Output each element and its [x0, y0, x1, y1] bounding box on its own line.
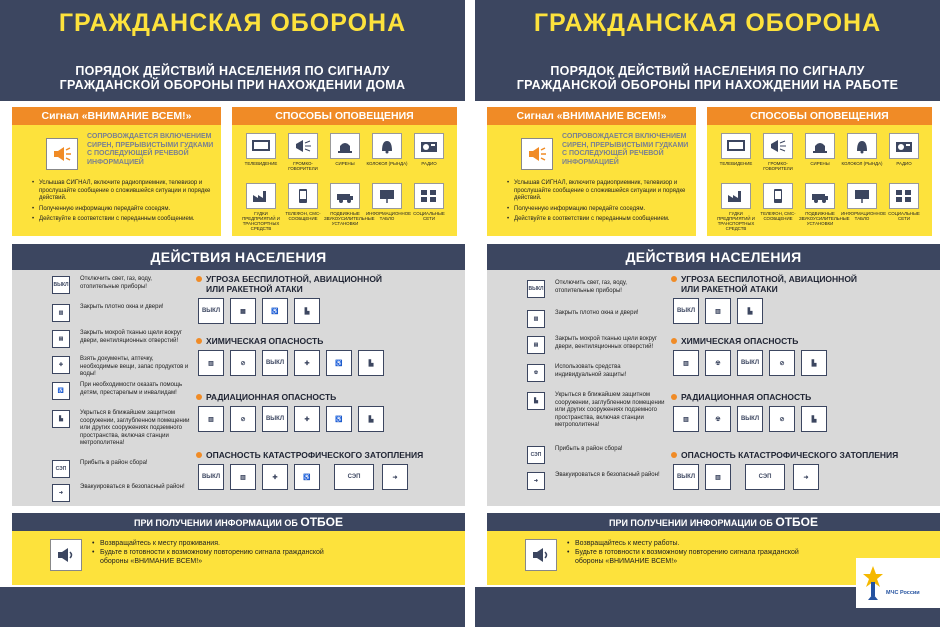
switch-off-icon: ВЫКЛ: [198, 464, 224, 490]
switch-off-icon: ВЫКЛ: [673, 298, 699, 324]
poster-title: ГРАЖДАНСКАЯ ОБОРОНА: [533, 9, 882, 37]
window-icon: ▥: [673, 406, 699, 432]
method-radio: РАДИО: [883, 133, 925, 166]
subtitle-line-2: ГРАЖДАНСКОЙ ОБОРОНЫ ПРИ НАХОЖДЕНИИ ДОМА: [59, 78, 406, 92]
shelter-icon: ▙: [801, 350, 827, 376]
first-aid-icon: ✚: [294, 350, 320, 376]
shelter-icon: ▙: [358, 350, 384, 376]
mchs-logo-text: МЧС России: [886, 590, 920, 596]
switch-off-icon: ВЫКЛ: [262, 406, 288, 432]
info-board-icon: [847, 183, 877, 209]
method-social: СОЦИАЛЬНЫЕ СЕТИ: [883, 183, 925, 221]
signal-instructions: [507, 180, 692, 227]
threat-title: УГРОЗА БЕСПИЛОТНОЙ, АВИАЦИОННОЙ ИЛИ РАКЕТНОЙ АТАКИ: [671, 274, 940, 294]
threat-air-attack: [671, 274, 940, 326]
help-people-icon: ♿: [326, 350, 352, 376]
threat-icons: [196, 298, 466, 326]
switch-off-icon: ВЫКЛ: [527, 280, 545, 298]
radio-icon: [889, 133, 919, 159]
method-social: СОЦИАЛЬНЫЕ СЕТИ: [408, 183, 450, 221]
evacuation-icon: ➜: [382, 464, 408, 490]
gas-mask-icon: ☢: [527, 364, 545, 382]
signal-item: • Полученную информацию передайте соседям.: [507, 206, 692, 214]
first-aid-icon: ✚: [294, 406, 320, 432]
shelter-icon: ▙: [52, 410, 70, 428]
siren-icon: [330, 133, 360, 159]
poster-subtitle: [20, 64, 445, 92]
method-phone: ТЕЛЕФОН, СМС-СООБЩЕНИЕ: [282, 183, 324, 221]
bell-icon: [372, 133, 402, 159]
method-loudspeaker: ГРОМКО-ГОВОРИТЕЛИ: [757, 133, 799, 171]
notification-methods: [232, 107, 457, 236]
shelter-icon: ▙: [358, 406, 384, 432]
assembly-point-icon: СЭП: [745, 464, 785, 490]
mchs-emblem-icon: [862, 564, 884, 602]
threat-title: РАДИАЦИОННАЯ ОПАСНОСТЬ: [671, 392, 940, 402]
all-clear-section: [12, 513, 465, 585]
threat-icons: [196, 350, 466, 378]
loudspeaker-icon: [525, 539, 557, 571]
loudspeaker-icon: [46, 138, 78, 170]
subtitle-line-1: ПОРЯДОК ДЕЙСТВИЙ НАСЕЛЕНИЯ ПО СИГНАЛУ: [75, 64, 390, 78]
info-board-icon: [372, 183, 402, 209]
assembly-point-icon: СЭП: [527, 446, 545, 464]
siren-icon: [805, 133, 835, 159]
loudspeaker-icon: [763, 133, 793, 159]
method-bell: КОЛОКОЛ (РЫНДА): [366, 133, 408, 166]
documents-icon: ▦: [230, 298, 256, 324]
method-factory: ГУДКИ ПРЕДПРИЯТИЙ И ТРАНСПОРТНЫХ СРЕДСТВ: [240, 183, 282, 231]
method-tv: ТЕЛЕВИДЕНИЕ: [715, 133, 757, 166]
tv-icon: [721, 133, 751, 159]
switch-off-icon: ВЫКЛ: [262, 350, 288, 376]
window-icon: ▥: [527, 310, 545, 328]
threat-radiation: [671, 392, 940, 434]
window-icon: ▥: [673, 350, 699, 376]
method-board: ИНФОРМАЦИОННОЕ ТАБЛО: [841, 183, 883, 221]
threat-icons: [671, 406, 940, 434]
signal-item: • Услышав СИГНАЛ, включите радиоприемник, телевизор и прослушайте сообщение о сложившейся ситуации и порядке действий.: [507, 180, 692, 203]
door-seal-icon: ▤: [527, 336, 545, 354]
all-clear-item: • Возвращайтесь к месту работы.: [567, 539, 807, 548]
all-clear-title: ПРИ ПОЛУЧЕНИИ ИНФОРМАЦИИ ОБ ОТБОЕ: [12, 513, 465, 531]
window-icon: ▥: [230, 464, 256, 490]
method-loudspeaker: ГРОМКО-ГОВОРИТЕЛИ: [282, 133, 324, 171]
panel-gap: [465, 0, 475, 627]
signal-item: • Полученную информацию передайте соседям.: [32, 206, 217, 214]
switch-off-icon: ВЫКЛ: [737, 406, 763, 432]
all-clear-item: • Будьте в готовности к возможному повторению сигнала гражданской обороны «ВНИМАНИЕ ВСЕМ!»: [92, 548, 332, 566]
all-clear-title: ПРИ ПОЛУЧЕНИИ ИНФОРМАЦИИ ОБ ОТБОЕ: [487, 513, 940, 531]
method-factory: ГУДКИ ПРЕДПРИЯТИЙ И ТРАНСПОРТНЫХ СРЕДСТВ: [715, 183, 757, 231]
loudspeaker-icon: [288, 133, 318, 159]
actions-section: ДЕЙСТВИЯ НАСЕЛЕНИЯ ВЫКЛ Отключить свет, газ, воду, отопительные приборы! ▥ Закрыть плотно окна и двери! ▤ Закрыть мокрой тканью щели вокруг двери, вентиляционных отверстий! ✚ Взять документы, аптечку, необходимые вещи, запас продуктов и воды! ♿ При необходимости оказать помощь детям, престарелым и инвалидам! ▙ Укрыться в ближайшем защитном сооружении, заглубленном помещении или других сооружениях подземного пространства, включая станции метрополитена! СЭП Прибыть в район сбора! ➜ Эвакуироваться в безопасный район! УГРОЗА БЕСПИЛОТНОЙ, АВИАЦИОННОЙ ИЛИ РАКЕТНОЙ АТАКИ ВЫКЛ ▦ ♿ ▙ ХИМИЧЕСКАЯ ОПАСНОСТЬ ▥ ⊘ ВЫКЛ ✚ ♿ ▙ РАДИАЦИОННАЯ ОПАСНОСТЬ ▥ ⊘ ВЫКЛ ✚ ♿ ▙ ОПАСНОСТЬ КАТАСТРОФИЧЕСКОГО ЗАТОПЛЕНИЯ ВЫКЛ ▥ ✚ ♿ СЭП ➜: [12, 244, 465, 506]
signal-instructions: [32, 180, 217, 227]
signal-item: • Действуйте в соответствии с переданным сообщением.: [32, 216, 217, 224]
threat-icons: [196, 464, 466, 492]
social-network-icon: [889, 183, 919, 209]
header: [475, 0, 940, 101]
threat-chemical: [196, 336, 466, 378]
assembly-point-icon: СЭП: [52, 460, 70, 478]
loudspeaker-icon: [50, 539, 82, 571]
method-board: ИНФОРМАЦИОННОЕ ТАБЛО: [366, 183, 408, 221]
all-clear-item: • Будьте в готовности к возможному повторению сигнала гражданской обороны «ВНИМАНИЕ ВСЕМ!»: [567, 548, 807, 566]
threat-chemical: [671, 336, 940, 378]
signal-item: • Услышав СИГНАЛ, включите радиоприемник, телевизор и прослушайте сообщение о сложившейся ситуации и порядке действий.: [32, 180, 217, 203]
phone-icon: [288, 183, 318, 209]
shelter-icon: ▙: [294, 298, 320, 324]
threat-icons: [196, 406, 466, 434]
header: [0, 0, 465, 101]
tv-icon: [246, 133, 276, 159]
social-network-icon: [414, 183, 444, 209]
threat-icons: [671, 464, 940, 492]
factory-icon: [246, 183, 276, 209]
subtitle-line-1: ПОРЯДОК ДЕЙСТВИЙ НАСЕЛЕНИЯ ПО СИГНАЛУ: [550, 64, 865, 78]
actions-title: ДЕЙСТВИЯ НАСЕЛЕНИЯ: [487, 244, 940, 270]
threat-title: ОПАСНОСТЬ КАТАСТРОФИЧЕСКОГО ЗАТОПЛЕНИЯ: [196, 450, 466, 460]
poster-home: [0, 0, 465, 627]
window-icon: ▥: [198, 350, 224, 376]
signal-title: Сигнал «ВНИМАНИЕ ВСЕМ!»: [12, 107, 221, 125]
all-clear-instructions: [92, 539, 332, 566]
gas-mask-icon: ☢: [705, 350, 731, 376]
window-icon: ▥: [705, 298, 731, 324]
switch-off-icon: ВЫКЛ: [198, 298, 224, 324]
help-people-icon: ♿: [294, 464, 320, 490]
door-seal-icon: ▤: [52, 330, 70, 348]
shelter-icon: ▙: [737, 298, 763, 324]
no-ventilation-icon: ⊘: [230, 350, 256, 376]
threat-title: РАДИАЦИОННАЯ ОПАСНОСТЬ: [196, 392, 466, 402]
threat-flood: [671, 450, 940, 492]
methods-title: СПОСОБЫ ОПОВЕЩЕНИЯ: [707, 107, 932, 125]
threat-air-attack: [196, 274, 466, 326]
first-aid-icon: ✚: [52, 356, 70, 374]
subtitle-line-2: ГРАЖДАНСКОЙ ОБОРОНЫ ПРИ НАХОЖДЕНИИ НА РАБОТЕ: [516, 78, 899, 92]
no-ventilation-icon: ⊘: [769, 406, 795, 432]
poster-title: ГРАЖДАНСКАЯ ОБОРОНА: [58, 9, 407, 37]
notification-methods: [707, 107, 932, 236]
window-icon: ▥: [52, 304, 70, 322]
no-ventilation-icon: ⊘: [230, 406, 256, 432]
assembly-point-icon: СЭП: [334, 464, 374, 490]
threat-title: ХИМИЧЕСКАЯ ОПАСНОСТЬ: [196, 336, 466, 346]
help-people-icon: ♿: [52, 382, 70, 400]
gas-mask-icon: ☢: [705, 406, 731, 432]
methods-title: СПОСОБЫ ОПОВЕЩЕНИЯ: [232, 107, 457, 125]
method-siren: СИРЕНЫ: [324, 133, 366, 166]
shelter-icon: ▙: [801, 406, 827, 432]
threat-icons: [671, 350, 940, 378]
window-icon: ▥: [705, 464, 731, 490]
evacuation-icon: ➜: [793, 464, 819, 490]
footer-bar: [0, 587, 465, 627]
signal-description: СОПРОВОЖДАЕТСЯ ВКЛЮЧЕНИЕМ СИРЕН, ПРЕРЫВИСТЫМИ ГУДКАМИ С ПОСЛЕДУЮЩЕЙ РЕЧЕВОЙ ИНФОРМАЦИЕЙ: [562, 133, 689, 166]
signal-item: • Действуйте в соответствии с переданным сообщением.: [507, 216, 692, 224]
threat-title: ХИМИЧЕСКАЯ ОПАСНОСТЬ: [671, 336, 940, 346]
switch-off-icon: ВЫКЛ: [673, 464, 699, 490]
evacuation-icon: ➜: [52, 484, 70, 502]
poster-subtitle: [495, 64, 920, 92]
actions-section: ДЕЙСТВИЯ НАСЕЛЕНИЯ ВЫКЛ Отключить свет, газ, воду, отопительные приборы! ▥ Закрыть плотно окна и двери! ▤ Закрыть мокрой тканью щели вокруг двери, вентиляционных отверстий! ☢ Использовать средства индивидуальной защиты! ▙ Укрыться в ближайшем защитном сооружении, заглубленном помещении или других сооружениях подземного пространства, включая станции метрополитена! СЭП Прибыть в район сбора! ➜ Эвакуироваться в безопасный район! УГРОЗА БЕСПИЛОТНОЙ, АВИАЦИОННОЙ ИЛИ РАКЕТНОЙ АТАКИ ВЫКЛ ▥ ▙ ХИМИЧЕСКАЯ ОПАСНОСТЬ ▥ ☢ ВЫКЛ ⊘ ▙ РАДИАЦИОННАЯ ОПАСНОСТЬ ▥ ☢ ВЫКЛ ⊘ ▙ ОПАСНОСТЬ КАТАСТРОФИЧЕСКОГО ЗАТОПЛЕНИЯ ВЫКЛ ▥ СЭП ➜: [487, 244, 940, 506]
method-tv: ТЕЛЕВИДЕНИЕ: [240, 133, 282, 166]
signal-title: Сигнал «ВНИМАНИЕ ВСЕМ!»: [487, 107, 696, 125]
switch-off-icon: ВЫКЛ: [737, 350, 763, 376]
vehicle-icon: [805, 183, 835, 209]
threat-title: ОПАСНОСТЬ КАТАСТРОФИЧЕСКОГО ЗАТОПЛЕНИЯ: [671, 450, 940, 460]
threat-flood: [196, 450, 466, 492]
method-vehicle: ПОДВИЖНЫЕ ЗВУКОУСИЛИТЕЛЬНЫЕ УСТАНОВКИ: [324, 183, 366, 226]
help-people-icon: ♿: [262, 298, 288, 324]
signal-box: [12, 107, 221, 236]
method-siren: СИРЕНЫ: [799, 133, 841, 166]
method-radio: РАДИО: [408, 133, 450, 166]
signal-box: [487, 107, 696, 236]
window-icon: ▥: [198, 406, 224, 432]
all-clear-item: • Возвращайтесь к месту проживания.: [92, 539, 332, 548]
switch-off-icon: ВЫКЛ: [52, 276, 70, 294]
phone-icon: [763, 183, 793, 209]
bell-icon: [847, 133, 877, 159]
help-people-icon: ♿: [326, 406, 352, 432]
method-vehicle: ПОДВИЖНЫЕ ЗВУКОУСИЛИТЕЛЬНЫЕ УСТАНОВКИ: [799, 183, 841, 226]
threat-icons: [671, 298, 940, 326]
factory-icon: [721, 183, 751, 209]
first-aid-icon: ✚: [262, 464, 288, 490]
evacuation-icon: ➜: [527, 472, 545, 490]
method-phone: ТЕЛЕФОН, СМС-СООБЩЕНИЕ: [757, 183, 799, 221]
shelter-icon: ▙: [527, 392, 545, 410]
poster-work: [475, 0, 940, 627]
vehicle-icon: [330, 183, 360, 209]
mchs-logo: [856, 558, 940, 608]
threat-title: УГРОЗА БЕСПИЛОТНОЙ, АВИАЦИОННОЙ ИЛИ РАКЕТНОЙ АТАКИ: [196, 274, 466, 294]
actions-title: ДЕЙСТВИЯ НАСЕЛЕНИЯ: [12, 244, 465, 270]
all-clear-instructions: [567, 539, 807, 566]
no-ventilation-icon: ⊘: [769, 350, 795, 376]
radio-icon: [414, 133, 444, 159]
loudspeaker-icon: [521, 138, 553, 170]
method-bell: КОЛОКОЛ (РЫНДА): [841, 133, 883, 166]
threat-radiation: [196, 392, 466, 434]
signal-description: СОПРОВОЖДАЕТСЯ ВКЛЮЧЕНИЕМ СИРЕН, ПРЕРЫВИСТЫМИ ГУДКАМИ С ПОСЛЕДУЮЩЕЙ РЕЧЕВОЙ ИНФОРМАЦИЕЙ: [87, 133, 214, 166]
